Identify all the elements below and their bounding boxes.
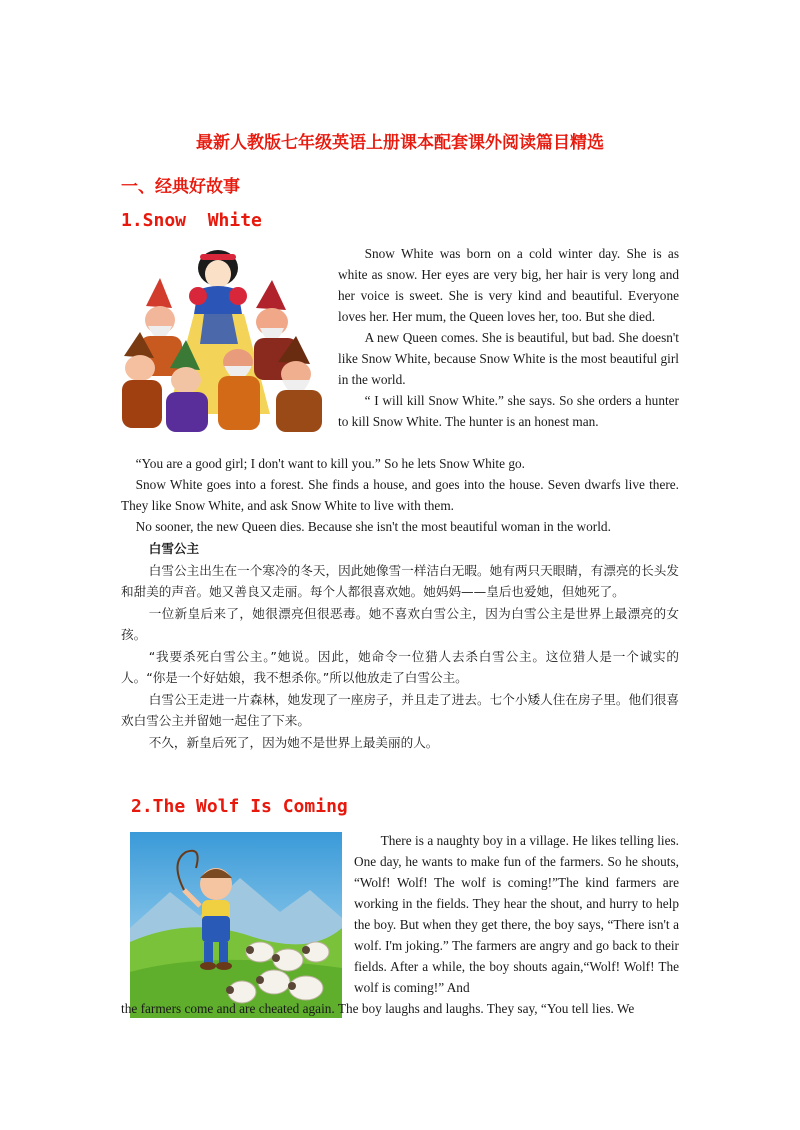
story2-text-full-width <box>121 998 679 1019</box>
story1-paragraph: A new Queen comes. She is beautiful, but bad. She doesn't like Snow White, because Snow White is the most beautiful girl in the world. <box>338 330 679 387</box>
snow-white-and-seven-dwarfs-illustration-icon <box>120 244 328 432</box>
story1-chinese-translation <box>121 538 679 753</box>
snow-white-illustration <box>120 244 328 432</box>
chinese-paragraph: 一位新皇后来了，她很漂亮但很恶毒。她不喜欢白雪公主，因为白雪公主是世界上最漂亮的女孩。 <box>121 605 679 642</box>
boy-with-whip-and-sheep-illustration-icon <box>130 832 342 1018</box>
story1-paragraph: No sooner, the new Queen dies. Because she isn't the most beautiful woman in the world. <box>135 519 611 534</box>
document-title: 最新人教版七年级英语上册课本配套课外阅读篇目精选 <box>196 133 604 153</box>
story1-text-full-width <box>121 453 679 537</box>
story-title-wolf-is-coming: 2.The Wolf Is Coming <box>131 796 348 817</box>
story1-paragraph: Snow White goes into a forest. She finds a house, and goes into the house. Seven dwarfs live there. They like Snow White, and ask Snow White to live with them. <box>121 477 679 513</box>
story2-paragraph: There is a naughty boy in a village. He likes telling lies. One day, he wants to make fun of the farmers. So he shouts, “Wolf! Wolf! The wolf is coming!”The kind farmers are working in the fields. They hear the shout, and hurry to help the boy. But when they get there, the boy says, “There isn't a wolf. I'm joking.” The farmers are angry and go back to their fields. After a while, the boy shouts again,“Wolf! Wolf! The wolf is coming!” And <box>354 833 679 995</box>
chinese-paragraph: 白雪公主出生在一个寒冷的冬天，因此她像雪一样洁白无暇。她有两只天眼睛，有漂亮的长头发和甜美的声音。她又善良又走丽。每个人都很喜欢她。她妈妈——皇后也爱她，但她死了。 <box>121 562 679 599</box>
story1-paragraph: “ I will kill Snow White.” she says. So she orders a hunter to kill Snow White. The hunter is an honest man. <box>338 393 679 429</box>
chinese-paragraph: “我要杀死白雪公主。”她说。因此，她命令一位猎人去杀白雪公主。这位猎人是一个诚实的人。“你是一个好姑娘，我不想杀你。”所以他放走了白雪公主。 <box>121 648 679 685</box>
section-title: 一、经典好故事 <box>121 177 240 197</box>
chinese-paragraph: 白雪公王走进一片森林，她发现了一座房子，并且走了进去。七个小矮人住在房子里。他们很喜欢白雪公主并留她一起住了下来。 <box>121 691 679 728</box>
wolf-is-coming-illustration <box>130 832 342 1018</box>
story1-paragraph: Snow White was born on a cold winter day. She is as white as snow. Her eyes are very big, her hair is very long and her voice is sweet. She is very kind and beautiful. Everyone loves her. Her mum, the Queen loves her, too. But she died. <box>338 246 679 324</box>
story2-text-beside-image <box>354 830 679 998</box>
story1-paragraph: “You are a good girl; I don't want to kill you.” So he lets Snow White go. <box>135 456 525 471</box>
story2-paragraph: the farmers come and are cheated again. The boy laughs and laughs. They say, “You tell lies. We <box>121 1001 635 1016</box>
chinese-paragraph: 不久，新皇后死了，因为她不是世界上最美丽的人。 <box>148 734 439 750</box>
chinese-title: 白雪公主 <box>148 541 200 556</box>
story-title-snow-white: 1.Snow White <box>121 210 262 231</box>
story1-text-beside-image <box>338 243 679 432</box>
